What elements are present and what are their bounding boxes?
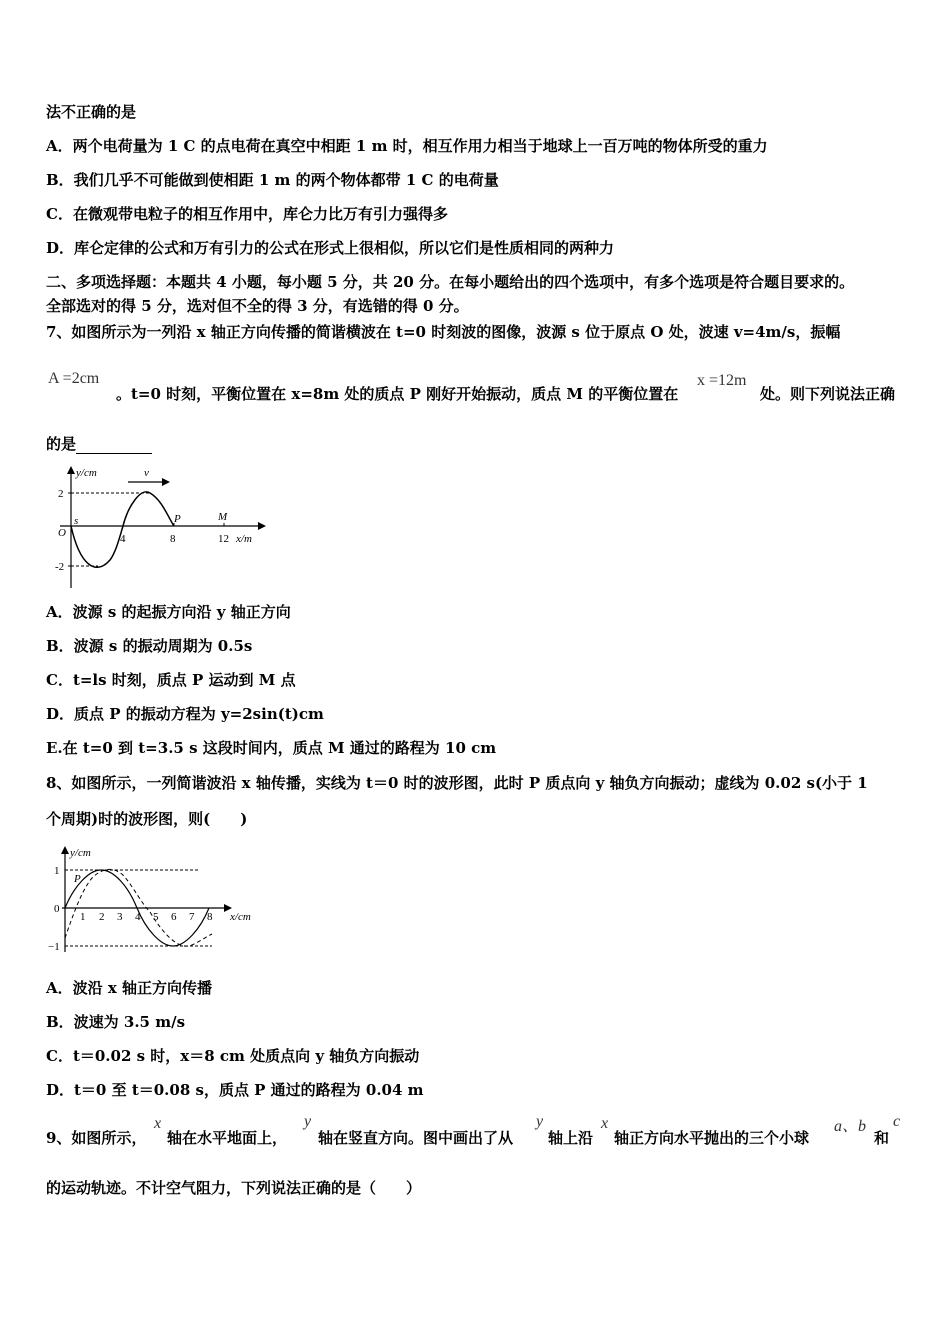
q8-option-a: A．波沿 x 轴正方向传播 [46,979,213,997]
q8-xtick-7: 7 [189,911,195,923]
q8-xtick-6: 6 [171,911,177,923]
q7-stem-line1: 7、如图所示为一列沿 x 轴正方向传播的简谐横波在 t=0 时刻波的图像，波源 s 位于原点 O 处，波速 v=4m/s，振幅 [46,323,841,341]
q7-x-axis-arrow [258,522,266,530]
q7-stem-line2-end: 处。则下列说法正确 [760,385,896,403]
q8-p-label: P [74,873,81,885]
q8-xtick-5: 5 [153,911,159,923]
q8-ytick-minus1: −1 [48,941,60,953]
q8-option-d: D．t＝0 至 t＝0.08 s，质点 P 通过的路程为 0.04 m [46,1081,424,1099]
q7-stem-line2-mid: 。t=0 时刻，平衡位置在 x=8m 处的质点 P 刚好开始振动，质点 M 的平衡位置在 [116,385,679,403]
q6-tail-text: 法不正确的是 [46,103,137,121]
section2-header-line2: 全部选对的得 5 分，选对但不全的得 3 分，有选错的得 0 分。 [46,297,469,315]
q8-x-axis-label: x/cm [230,911,251,923]
q8-option-c: C．t＝0.02 s 时，x＝8 cm 处质点向 y 轴负方向振动 [46,1047,420,1065]
q9-stem-seg4: 轴上沿 [548,1129,594,1147]
q7-x-axis-label: x/m [236,533,252,545]
answer-blank [76,439,152,454]
q6-option-c: C．在微观带电粒子的相互作用中，库仑力比万有引力强得多 [46,205,448,223]
q9-stem-seg6: 和 [874,1129,890,1147]
q8-stem-line1: 8、如图所示，一列简谐波沿 x 轴传播，实线为 t＝0 时的波形图，此时 P 质点向 y 轴负方向振动；虚线为 0.02 s(小于 1 [46,774,868,792]
q9-stem-seg1: 9、如图所示， [46,1129,147,1147]
q9-stem-line2: 的运动轨迹。不计空气阻力，下列说法正确的是（ ） [46,1179,422,1197]
q7-m-position-formula: x =12m [697,372,747,389]
q7-option-c: C．t=ls 时刻，质点 P 运动到 M 点 [46,671,296,689]
q7-option-d: D．质点 P 的振动方程为 y=2sin(t)cm [46,705,324,723]
q8-ytick-1: 1 [54,865,60,877]
q8-y-axis-arrow [61,846,69,854]
q8-y-axis-label: y/cm [70,847,91,859]
q9-stem-seg5: 轴正方向水平抛出的三个小球 [614,1129,810,1147]
section2-header-line1: 二、多项选择题：本题共 4 小题，每小题 5 分，共 20 分。在每小题给出的四个选项中，有多个选项是符合题目要求的。 [46,273,855,291]
q7-option-b: B．波源 s 的振动周期为 0.5s [46,637,253,655]
q8-xtick-3: 3 [117,911,123,923]
q9-stem-seg3: 轴在竖直方向。图中画出了从 [318,1129,514,1147]
q8-xtick-8: 8 [207,911,213,923]
q7-stem-line3-text: 的是 [46,435,77,453]
q7-origin-label: O [58,527,66,539]
q7-s-label: s [74,515,79,527]
q7-option-e: E.在 t=0 到 t=3.5 s 这段时间内，质点 M 通过的路程为 10 cm [46,739,497,757]
q7-wave-graph [46,462,270,590]
q7-p-label: P [174,513,181,525]
q6-option-d: D．库仑定律的公式和万有引力的公式在形式上很相似，所以它们是性质相同的两种力 [46,239,615,257]
q7-ytick-minus2: -2 [55,561,65,573]
q8-wave-graph [44,842,258,958]
q7-velocity-label: v [144,467,149,479]
q8-option-b: B．波速为 3.5 m/s [46,1013,186,1031]
q7-xtick-8: 8 [170,533,176,545]
q8-xtick-4: 4 [135,911,141,923]
q8-ytick-0: 0 [54,903,60,915]
q7-ytick-2: 2 [58,488,64,500]
q8-stem-line2: 个周期)时的波形图，则( ) [46,810,248,828]
q9-ab-symbols: a、b [834,1118,867,1135]
q9-x-symbol-2: x [601,1115,609,1132]
q7-stem-line3 [46,434,152,454]
q9-stem-seg2: 轴在水平地面上， [167,1129,288,1147]
q8-xtick-1: 1 [80,911,86,923]
q7-xtick-4: 4 [120,533,126,545]
q7-y-axis-label: y/cm [76,467,97,479]
q9-c-symbol: c [893,1113,901,1130]
q6-option-a: A．两个电荷量为 1 C 的点电荷在真空中相距 1 m 时，相互作用力相当于地球上一百万吨的物体所受的重力 [46,137,768,155]
q9-y-symbol-1: y [304,1113,312,1130]
q9-y-symbol-2: y [536,1113,544,1130]
q9-x-symbol-1: x [154,1115,162,1132]
q6-option-b: B．我们几乎不可能做到使相距 1 m 的两个物体都带 1 C 的电荷量 [46,171,499,189]
q7-xtick-12: 12 [218,533,229,545]
q7-option-a: A．波源 s 的起振方向沿 y 轴正方向 [46,603,291,621]
q7-m-label: M [218,511,228,523]
q7-velocity-arrowhead [162,478,170,486]
q7-y-axis-arrow [67,466,75,474]
q7-amplitude-formula: A =2cm [48,370,100,387]
q8-xtick-2: 2 [99,911,105,923]
q7-wave-curve [71,492,174,567]
